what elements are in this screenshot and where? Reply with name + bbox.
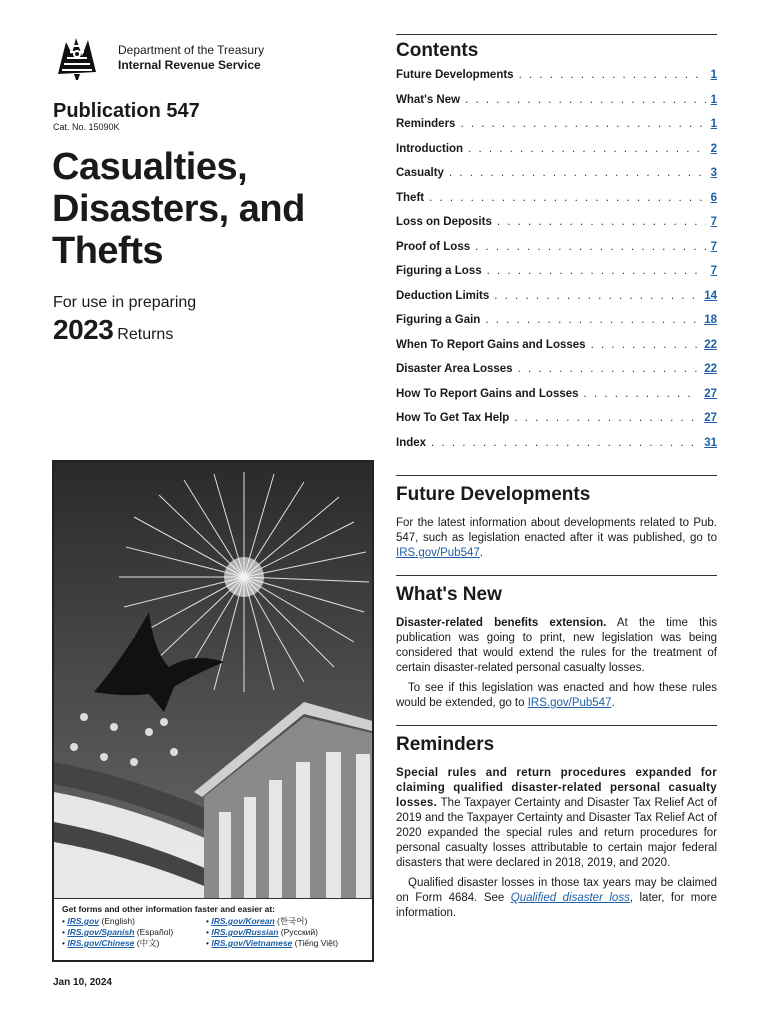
link-pub547-future[interactable]: IRS.gov/Pub547 <box>396 547 480 559</box>
publication-number: Publication 547 <box>53 100 200 122</box>
department-name: Department of the Treasury <box>118 43 265 57</box>
toc-item-title: Loss on Deposits <box>396 216 492 228</box>
link-language: (한국어) <box>274 916 308 926</box>
reminders-section <box>396 725 717 921</box>
reminders-heading: Reminders <box>396 734 495 755</box>
toc-item[interactable] <box>396 290 717 315</box>
toc-item[interactable] <box>396 388 717 413</box>
catalog-number: Cat. No. 15090K <box>53 122 120 132</box>
toc-leader-dots <box>497 216 706 228</box>
reminders-text: The Taxpayer Certainty and Disaster Tax Relief Act of 2019 and the Taxpayer Certainty and Disaster Tax Relief Act of 2020 expanded the special rules and return procedures for personal casualty losses attributable to certain major federal disasters that were declared in 2018, 2019, and 2020. <box>396 797 717 869</box>
link-irs-gov[interactable]: IRS.gov <box>67 916 99 926</box>
toc-item-title: Disaster Area Losses <box>396 363 513 375</box>
title-line-1: Casualties, <box>52 146 248 188</box>
reminders-end: , later, for more information. <box>396 892 717 919</box>
toc-page-link[interactable]: 27 <box>704 387 717 400</box>
toc-leader-dots <box>431 437 699 449</box>
returns-label: Returns <box>117 326 174 343</box>
whats-new-paragraph-2 <box>396 681 717 711</box>
toc-item[interactable] <box>396 69 717 94</box>
title-line-2: Disasters, and <box>52 188 305 230</box>
toc-page-link[interactable]: 14 <box>704 289 717 302</box>
list-item: • IRS.gov/Spanish (Español) <box>62 927 174 937</box>
toc-item[interactable] <box>396 118 717 143</box>
fireworks-eagle-capitol-illustration <box>54 462 374 902</box>
toc-item[interactable] <box>396 192 717 217</box>
link-pub547-whatsnew[interactable]: IRS.gov/Pub547 <box>527 697 612 709</box>
toc-item-title: Figuring a Gain <box>396 314 481 326</box>
list-item: • IRS.gov/Vietnamese (Tiếng Việt) <box>206 938 339 948</box>
toc-page-link[interactable]: 7 <box>710 216 717 228</box>
whats-new-section <box>396 575 717 711</box>
toc-page-link[interactable]: 7 <box>710 240 717 253</box>
toc-leader-dots <box>514 412 699 424</box>
list-item: • IRS.gov (English) <box>62 916 135 926</box>
toc-item[interactable] <box>396 167 717 192</box>
whats-new-heading: What's New <box>396 584 502 605</box>
toc-leader-dots <box>591 339 700 351</box>
right-column <box>396 34 717 921</box>
link-language: (Tiếng Việt) <box>292 938 339 948</box>
link-irs-spanish[interactable]: IRS.gov/Spanish <box>67 927 135 937</box>
toc-item[interactable] <box>396 241 717 266</box>
tax-year <box>53 314 173 346</box>
whats-new-lead: Disaster-related benefits extension. <box>396 617 607 629</box>
language-links <box>62 916 364 949</box>
toc-item-title: How To Get Tax Help <box>396 412 510 424</box>
toc-leader-dots <box>449 167 706 179</box>
link-language: (English) <box>99 916 135 926</box>
toc-leader-dots <box>487 265 706 277</box>
info-heading: Get forms and other information faster and easier at: <box>62 904 276 914</box>
whats-new-end: . <box>611 697 615 709</box>
toc-page-link[interactable]: 27 <box>704 412 717 424</box>
link-language: (Русский) <box>278 927 318 937</box>
toc-item-title: Index <box>396 436 427 449</box>
list-item: • IRS.gov/Russian (Русский) <box>206 927 318 937</box>
toc-item-title: Future Developments <box>396 69 514 81</box>
for-use-text: For use in preparing <box>53 294 197 311</box>
toc-page-link[interactable]: 2 <box>710 142 717 155</box>
toc-item[interactable] <box>396 412 717 437</box>
toc-item[interactable] <box>396 94 717 119</box>
toc-page-link[interactable]: 7 <box>710 265 717 277</box>
contents-heading: Contents <box>396 40 479 61</box>
toc-item[interactable] <box>396 314 717 339</box>
toc-item-title: How To Report Gains and Losses <box>396 387 579 400</box>
toc-item-title: Theft <box>396 191 425 204</box>
toc-leader-dots <box>460 118 705 130</box>
toc-leader-dots <box>465 94 706 106</box>
toc-page-link[interactable]: 1 <box>710 118 717 130</box>
list-item: • IRS.gov/Chinese (中文) <box>62 938 160 948</box>
reminders-paragraph-2 <box>396 876 717 921</box>
links-column-1 <box>62 916 202 949</box>
link-language: (中文) <box>134 938 160 948</box>
agency-name: Internal Revenue Service <box>118 58 261 72</box>
toc-item[interactable] <box>396 437 717 462</box>
list-item: • IRS.gov/Korean (한국어) <box>206 916 308 926</box>
toc-leader-dots <box>468 143 706 155</box>
link-irs-vietnamese[interactable]: IRS.gov/Vietnamese <box>211 938 293 948</box>
toc-leader-dots <box>519 69 706 81</box>
toc-item[interactable] <box>396 339 717 364</box>
toc-item[interactable] <box>396 216 717 241</box>
link-irs-chinese[interactable]: IRS.gov/Chinese <box>67 938 135 948</box>
toc-item-title: Casualty <box>396 167 444 179</box>
future-developments-text <box>396 516 717 561</box>
toc-page-link[interactable]: 31 <box>704 436 717 449</box>
link-irs-russian[interactable]: IRS.gov/Russian <box>211 927 279 937</box>
toc-page-link[interactable]: 22 <box>704 363 717 375</box>
future-developments-section <box>396 475 717 561</box>
toc-item-title: Reminders <box>396 118 456 130</box>
reminders-p2: Qualified disaster losses in those tax years may be claimed on Form 4684. See <box>396 877 717 904</box>
whats-new-p2: To see if this legislation was enacted and how these rules would be extended, go to <box>396 682 717 709</box>
cover-image <box>52 460 374 962</box>
toc-page-link[interactable]: 1 <box>710 69 717 81</box>
link-irs-korean[interactable]: IRS.gov/Korean <box>211 916 275 926</box>
toc-item-title: Introduction <box>396 142 464 155</box>
title-line-3: Thefts <box>52 230 163 272</box>
toc-leader-dots <box>494 290 699 302</box>
irs-eagle-logo <box>52 34 102 80</box>
toc-leader-dots <box>518 363 700 375</box>
toc-leader-dots <box>584 388 700 400</box>
toc-page-link[interactable]: 3 <box>710 167 717 179</box>
toc-item-title: Proof of Loss <box>396 240 471 253</box>
department-block <box>118 43 264 73</box>
toc-page-link[interactable]: 1 <box>710 93 717 106</box>
toc-leader-dots <box>429 192 705 204</box>
publication-date: Jan 10, 2024 <box>53 977 112 988</box>
link-qualified-disaster-loss[interactable]: Qualified disaster loss <box>510 892 630 904</box>
toc-page-link[interactable]: 6 <box>710 191 717 204</box>
link-language: (Español) <box>134 927 174 937</box>
toc-leader-dots <box>475 241 705 253</box>
toc-list <box>396 69 717 461</box>
toc-page-link[interactable]: 22 <box>704 338 717 351</box>
toc-leader-dots <box>485 314 699 326</box>
toc-item-title: When To Report Gains and Losses <box>396 338 586 351</box>
toc-item[interactable] <box>396 143 717 168</box>
toc-item-title: Figuring a Loss <box>396 265 482 277</box>
links-column-2 <box>206 916 346 949</box>
toc-item-title: Deduction Limits <box>396 289 490 302</box>
future-text: For the latest information about developments related to Pub. 547, such as legislation enacted after it was published, go to <box>396 517 717 544</box>
reminders-lead: Special rules and return procedures expanded for claiming qualified disaster-related personal casualty losses. <box>396 767 717 809</box>
future-end: . <box>479 547 483 559</box>
tax-year-number: 2023 <box>53 314 114 345</box>
toc-item[interactable] <box>396 363 717 388</box>
reminders-paragraph-1 <box>396 766 717 871</box>
toc-page-link[interactable]: 18 <box>704 314 717 326</box>
whats-new-text: At the time this publication was going to print, new legislation was being considered that would extend the rules for the treatment of certain disaster-related personal casualty losses. <box>396 617 717 674</box>
future-developments-heading: Future Developments <box>396 484 591 505</box>
page-title <box>52 146 382 272</box>
info-box <box>54 898 372 960</box>
toc-item[interactable] <box>396 265 717 290</box>
whats-new-paragraph-1 <box>396 616 717 676</box>
table-of-contents <box>396 34 717 461</box>
toc-item-title: What's New <box>396 93 461 106</box>
